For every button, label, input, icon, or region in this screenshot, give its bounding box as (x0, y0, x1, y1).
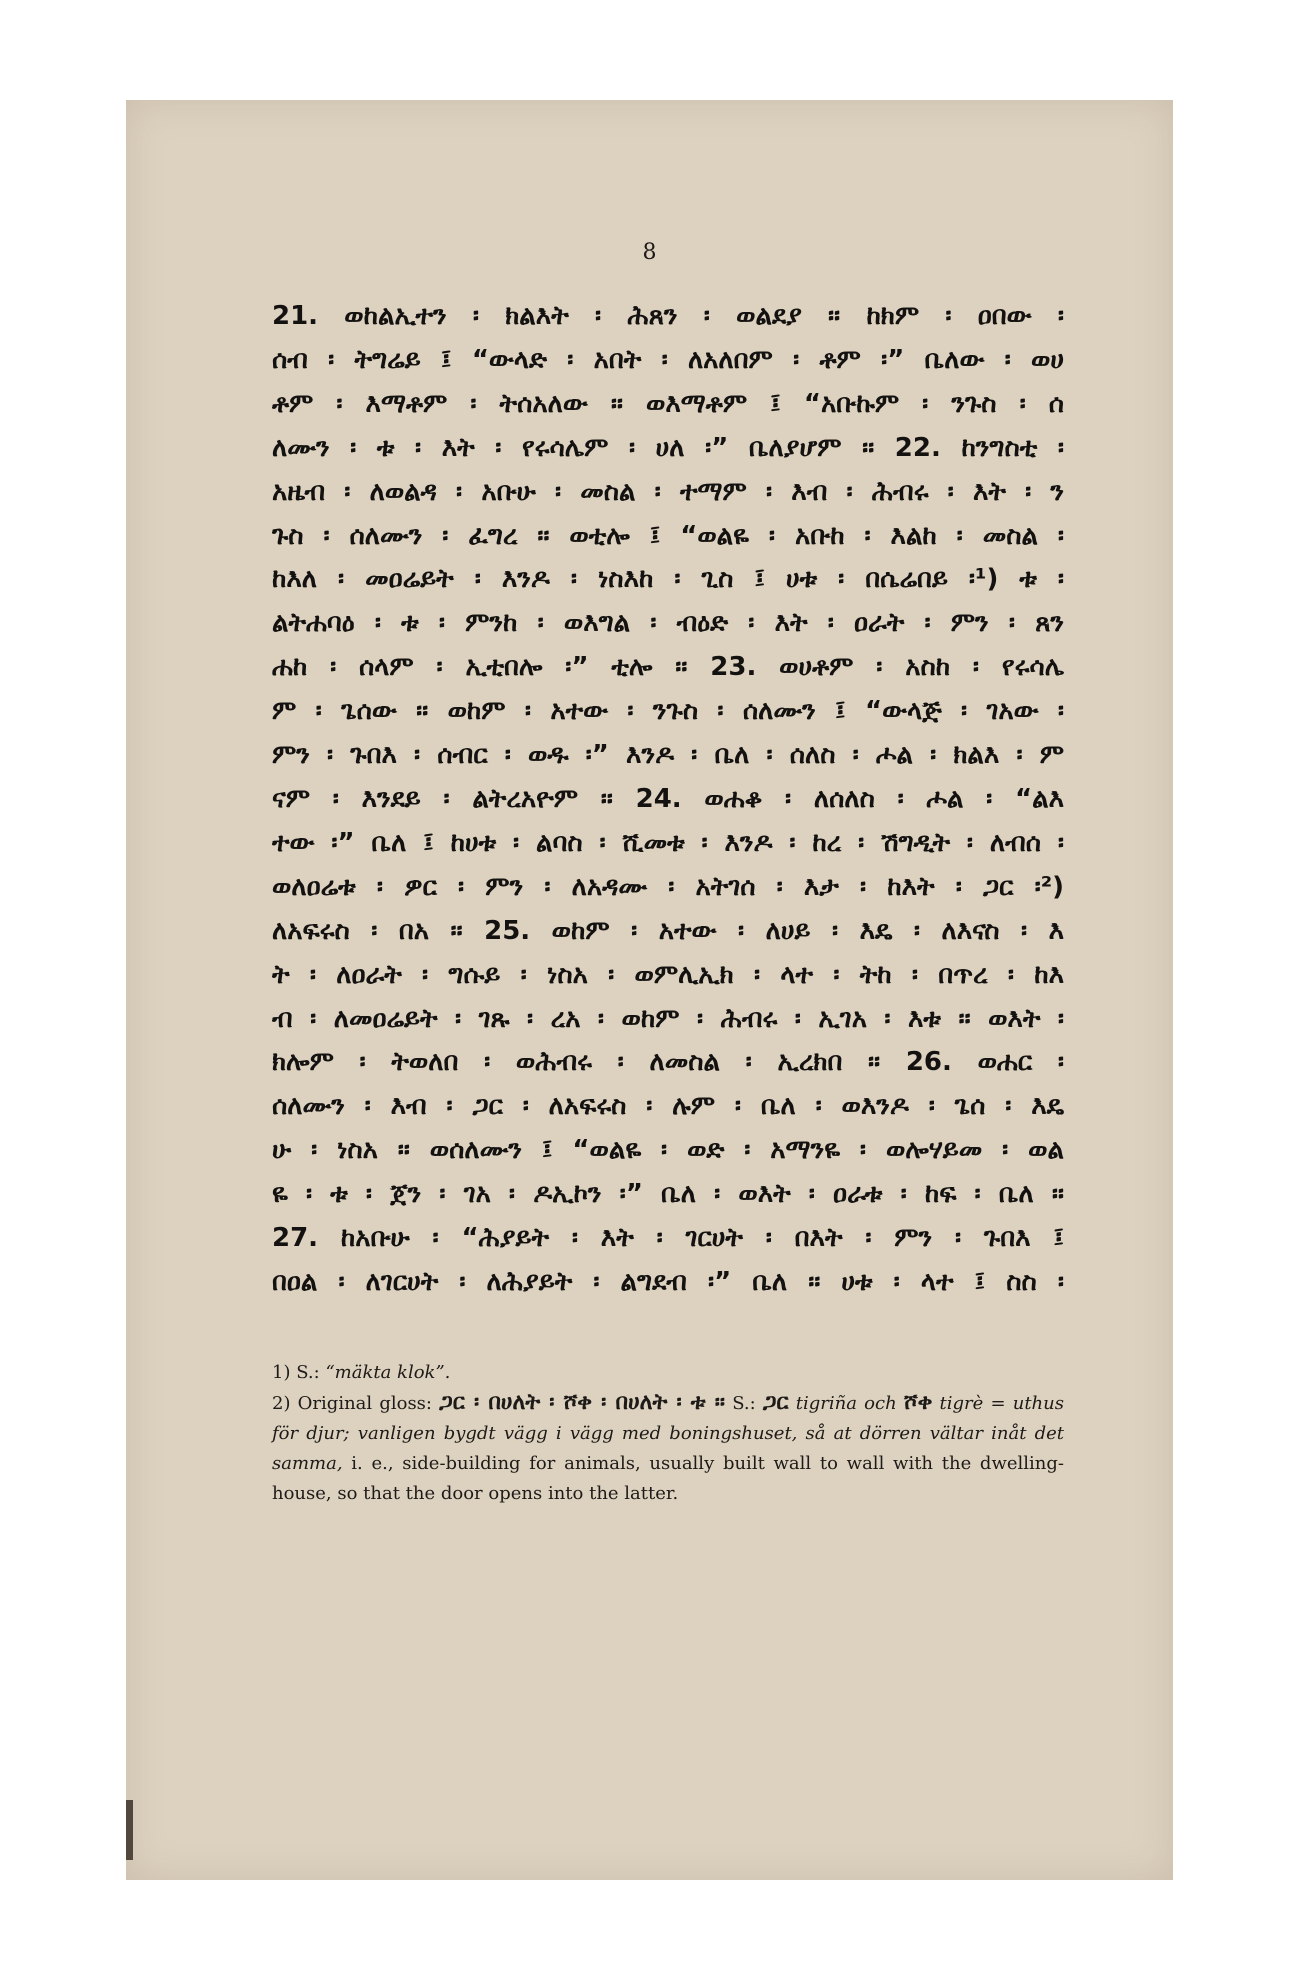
scan-edge-mark (126, 1800, 133, 1860)
ethiopic-body-text (272, 295, 1064, 1305)
text-line: ከእለ ፡ መዐሬይት ፡ እንዶ ፡ ነስእከ ፡ ጊስ ፤ ሀቱ ፡ በሴሬበይ ፡¹) ቱ ፡ (272, 564, 1064, 595)
footnote-2 (272, 1388, 1064, 1509)
text-line: አዜብ ፡ ለወልዳ ፡ አቡሁ ፡ መስል ፡ ተማም ፡ እብ ፡ ሕብሩ ፡ እት ፡ ን (272, 476, 1064, 507)
text-line: ጉስ ፡ ሰለሙን ፡ ፈግረ ። ወቲሎ ፤ “ወልዬ ፡ አቡከ ፡ እልከ ፡ መስል ፡ (272, 520, 1064, 551)
text-line: ልትሐባዕ ፡ ቱ ፡ ምንከ ፡ ወእግል ፡ ብዕድ ፡ እት ፡ ዐራት ፡ ምን ፡ ጸን (272, 608, 1064, 639)
text-line: ት ፡ ለዐራት ፡ ግሱይ ፡ ነስአ ፡ ወምሊኢክ ፡ ላተ ፡ ትከ ፡ በጥረ ፡ ከእ (272, 959, 1064, 990)
footnote-1-text: “mäkta klok”. (325, 1362, 451, 1383)
text-line: ብ ፡ ለመዐሬይት ፡ ገጹ ፡ ረአ ፡ ወከም ፡ ሕብሩ ፡ ኢገአ ፡ እቱ ። ወእት ፡ (272, 1003, 1064, 1034)
footnote-1 (272, 1358, 1064, 1388)
footnote-2-label: Original gloss: (297, 1393, 432, 1414)
text-line: 21. ወከልኢተን ፡ ክልእት ፡ ሕጸን ፡ ወልደያ ። ከክም ፡ ዐበው ፡ (272, 301, 1064, 331)
footnote-2-source: S.: (732, 1393, 756, 1414)
footnote-2-swedish: tigrè = uthus för djur; vanligen bygdt vägg i vägg med boningshuset, så at dörren vältar inåt det samma, (272, 1393, 1064, 1474)
text-line: ዬ ፡ ቱ ፡ ጀን ፡ ገአ ፡ ዶኢኮን ፡” ቤለ ፡ ወእት ፡ ዐራቱ ፡ ከፍ ፡ ቤለ ። (272, 1179, 1064, 1210)
text-line: ሰብ ፡ ትግሬይ ፤ “ውላድ ፡ አበት ፡ ለአለበም ፡ ቶም ፡” ቤለው ፡ ወሀ (272, 344, 1064, 375)
text-line: ወለዐሬቱ ፡ ዎር ፡ ምን ፡ ለአዳሙ ፡ አትገሰ ፡ እታ ፡ ከእት ፡ ጋር ፡²) (272, 871, 1064, 902)
text-line: በዐል ፡ ለገርሀት ፡ ለሕያይት ፡ ልግደብ ፡” ቤለ ። ሀቱ ፡ ላተ ፤ ስስ ፡ (272, 1266, 1064, 1297)
text-line: ምን ፡ ጉበእ ፡ ሰብር ፡ ወዱ ፡” እንዶ ፡ ቤለ ፡ ሰለስ ፡ ሖል ፡ ክልእ ፡ ም (272, 740, 1064, 771)
text-line: ም ፡ ጌሰው ። ወከም ፡ አተው ፡ ንጉስ ፡ ሰለሙን ፤ “ውላጅ ፡ ገአው ፡ (272, 696, 1064, 727)
text-line: ለአፍሩስ ፡ በአ ። 25. ወከም ፡ አተው ፡ ለሀይ ፡ እዴ ፡ ለእናስ ፡ እ (272, 915, 1064, 946)
footnote-1-number: 1) (272, 1362, 291, 1383)
text-line: ክሎም ፡ ትወለበ ፡ ወሕብሩ ፡ ለመስል ፡ ኢረክበ ። 26. ወሐር ፡ (272, 1047, 1064, 1078)
text-line: ሐከ ፡ ሰላም ፡ ኢቲበሎ ፡” ቲሎ ። 23. ወሀቶም ፡ አስከ ፡ የሩሳሌ (272, 652, 1064, 683)
scanned-page (126, 100, 1173, 1880)
text-line: ተው ፡” ቤለ ፤ ከሀቱ ፡ ልባስ ፡ ሺመቱ ፡ እንዶ ፡ ከረ ፡ ሽግዲት ፡ ለብሰ ፡ (272, 827, 1064, 858)
page-number: 8 (642, 240, 657, 265)
footnote-2-english: i. e., side-building for animals, usually built wall to wall with the dwelling-house, so that the door opens into the latter. (272, 1453, 1064, 1504)
footnote-2-ethiopic-word: ጋር (762, 1390, 789, 1415)
text-line: 27. ከአቡሁ ፡ “ሕያይት ፡ እት ፡ ገርሀት ፡ በእት ፡ ምን ፡ ጉበእ ፤ (272, 1223, 1064, 1254)
footnote-2-tigrina: tigriña och (795, 1393, 897, 1414)
text-line: ሁ ፡ ነስአ ። ወሰለሙን ፤ “ወልዬ ፡ ወድ ፡ አማንዬ ፡ ወሎሃይመ ፡ ወል (272, 1135, 1064, 1166)
text-line: ለሙን ፡ ቱ ፡ እት ፡ የሩሳሌም ፡ ሀለ ፡” ቤለያሆም ። 22. ከንግስቲ ፡ (272, 432, 1064, 463)
footnote-1-source: S.: (296, 1362, 320, 1383)
text-line: ቶም ፡ እማቶም ፡ ትሰአለው ። ወእማቶም ፤ “አቡኩም ፡ ንጉስ ፡ ሰ (272, 388, 1064, 419)
text-line: ሰለሙን ፡ እብ ፡ ጋር ፡ ለአፍሩስ ፡ ሉም ፡ ቤለ ፡ ወእንዶ ፡ ጌሰ ፡ እዴ (272, 1091, 1064, 1122)
footnote-2-ethiopic-word-2: ሾቀ (903, 1390, 933, 1415)
text-line: ናም ፡ እንደይ ፡ ልትረአዮም ። 24. ወሐቆ ፡ ለሰለስ ፡ ሖል ፡ “ልእ (272, 783, 1064, 814)
footnote-2-number: 2) (272, 1393, 291, 1414)
footnote-2-ethiopic-gloss: ጋር ፡ በሀለት ፡ ሾቀ ፡ በሀለት ፡ ቱ ። (439, 1390, 725, 1415)
footnotes (272, 1358, 1064, 1509)
